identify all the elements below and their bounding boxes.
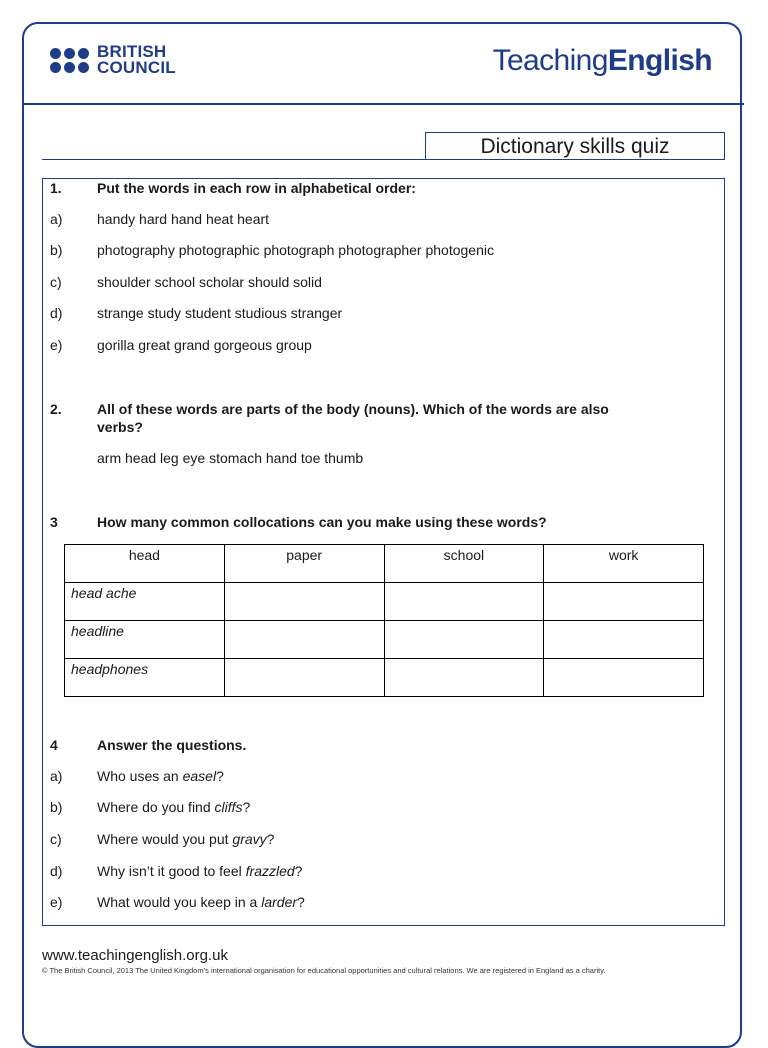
- item-text: strange study student studious stranger: [97, 305, 343, 321]
- table-header: work: [544, 545, 704, 583]
- teachingenglish-logo: [493, 44, 712, 78]
- item-label: d): [50, 863, 63, 879]
- item-label: b): [50, 242, 63, 258]
- table-cell: headline: [65, 621, 225, 659]
- item-text: Why isn’t it good to feel frazzled?: [97, 863, 303, 879]
- question-number: 4: [50, 737, 58, 753]
- item-label: c): [50, 274, 62, 290]
- question-text: All of these words are parts of the body (nouns). Which of the words are also: [97, 401, 609, 417]
- brand-light: Teaching: [492, 44, 608, 77]
- brand-bold: English: [607, 44, 712, 77]
- item-label: c): [50, 831, 62, 847]
- item-text: shoulder school scholar should solid: [97, 274, 322, 290]
- table-row: [65, 659, 704, 697]
- item-text: Where do you find cliffs?: [97, 799, 251, 815]
- table-header-row: [65, 545, 704, 583]
- answer-cell[interactable]: [224, 621, 384, 659]
- header-divider: [22, 103, 744, 105]
- item-text: What would you keep in a larder?: [97, 894, 305, 910]
- item-label: e): [50, 894, 63, 910]
- item-label: b): [50, 799, 63, 815]
- item-text: Where would you put gravy?: [97, 831, 275, 847]
- table-row: [65, 621, 704, 659]
- answer-cell[interactable]: [544, 583, 704, 621]
- answer-cell[interactable]: [544, 659, 704, 697]
- logo-dots-icon: [50, 48, 89, 73]
- table-row: [65, 583, 704, 621]
- table-cell: head ache: [65, 583, 225, 621]
- table-cell: headphones: [65, 659, 225, 697]
- question-number: 1.: [50, 180, 62, 196]
- word-list: arm head leg eye stomach hand toe thumb: [97, 450, 364, 466]
- collocation-table: [64, 544, 704, 697]
- answer-cell[interactable]: [384, 583, 544, 621]
- question-text: verbs?: [97, 419, 143, 435]
- answer-cell[interactable]: [384, 659, 544, 697]
- table-header: paper: [224, 545, 384, 583]
- logo-line1: BRITISH: [97, 42, 167, 61]
- item-label: a): [50, 211, 63, 227]
- title-divider: [42, 159, 725, 160]
- table-header: head: [65, 545, 225, 583]
- question-number: 3: [50, 514, 58, 530]
- footer-copyright: © The British Council, 2013 The United Kingdom’s international organisation for educational opportunities and cultural relations. We are registered in England as a charity.: [42, 966, 606, 975]
- item-text: photography photographic photograph photographer photogenic: [97, 242, 494, 258]
- answer-cell[interactable]: [224, 659, 384, 697]
- item-text: handy hard hand heat heart: [97, 211, 270, 227]
- question-number: 2.: [50, 401, 62, 417]
- page-title: Dictionary skills quiz: [425, 132, 725, 160]
- answer-cell[interactable]: [544, 621, 704, 659]
- table-header: school: [384, 545, 544, 583]
- footer-url[interactable]: www.teachingenglish.org.uk: [42, 947, 228, 964]
- british-council-logo: [50, 44, 176, 76]
- question-text: Answer the questions.: [97, 737, 247, 753]
- answer-cell[interactable]: [384, 621, 544, 659]
- item-label: a): [50, 768, 63, 784]
- item-label: e): [50, 337, 63, 353]
- item-text: gorilla great grand gorgeous group: [97, 337, 312, 353]
- logo-line2: COUNCIL: [97, 58, 176, 77]
- question-text: How many common collocations can you make using these words?: [97, 514, 547, 530]
- item-text: Who uses an easel?: [97, 768, 224, 784]
- item-label: d): [50, 305, 63, 321]
- question-text: Put the words in each row in alphabetical order:: [97, 180, 416, 196]
- answer-cell[interactable]: [224, 583, 384, 621]
